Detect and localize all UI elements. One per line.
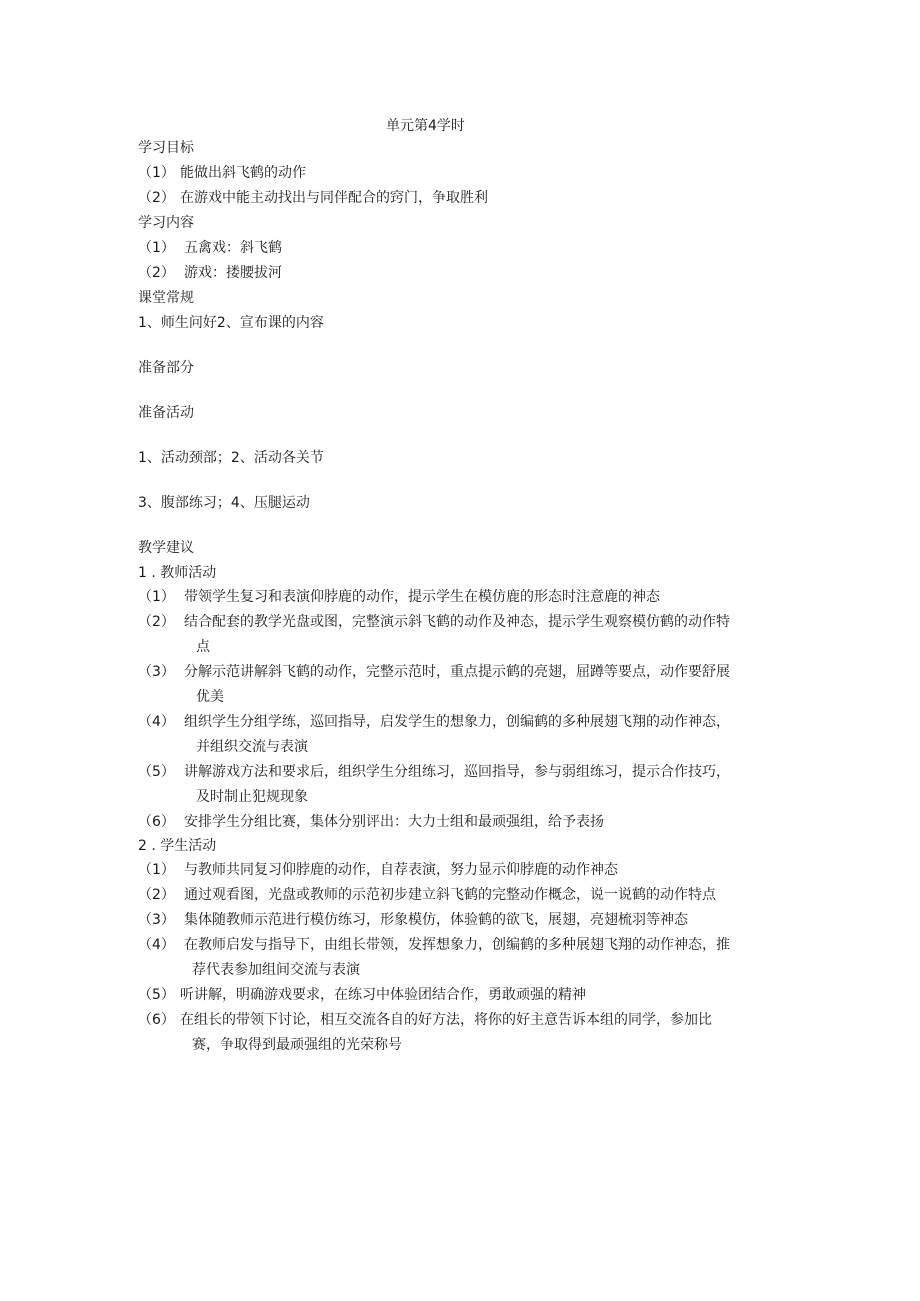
item-text: 能做出斜飞鹤的动作 — [180, 165, 306, 181]
preparation-activity-heading: 准备活动 — [138, 405, 194, 421]
item-text: 结合配套的教学光盘或图，完整演示斜飞鹤的动作及神态，提示学生观察模仿鹤的动作特 — [184, 614, 730, 630]
item-text: 带领学生复习和表演仰脖鹿的动作，提示学生在模仿鹿的形态时注意鹿的神态 — [184, 589, 660, 605]
class-routine-heading: 课堂常规 — [138, 290, 194, 306]
item-number: （1） — [138, 589, 175, 605]
class-routine-text: 1、师生问好2、宣布课的内容 — [138, 315, 324, 331]
list-item — [138, 986, 586, 1004]
item-text: 在组长的带领下讨论，相互交流各自的好方法，将你的好主意告诉本组的同学，参加比 — [180, 1012, 712, 1028]
page-title: 单元第4学时 — [386, 118, 465, 134]
preparation-line: 1、活动颈部；2、活动各关节 — [138, 450, 324, 466]
list-item — [138, 189, 488, 207]
item-continuation: 优美 — [196, 689, 224, 705]
item-text: 安排学生分组比赛，集体分别评出：大力士组和最顽强组，给予表扬 — [184, 814, 604, 830]
item-text: 五禽戏：斜飞鹤 — [184, 240, 282, 256]
item-number: （4） — [138, 714, 175, 730]
student-activity-heading: 2 . 学生活动 — [138, 838, 217, 854]
item-text: 通过观看图，光盘或教师的示范初步建立斜飞鹤的完整动作概念，说一说鹤的动作特点 — [184, 887, 716, 903]
learning-content-heading: 学习内容 — [138, 215, 194, 231]
item-number: （2） — [138, 614, 175, 630]
item-text: 讲解游戏方法和要求后，组织学生分组练习，巡回指导，参与弱组练习，提示合作技巧， — [184, 764, 730, 780]
item-text: 听讲解，明确游戏要求，在练习中体验团结合作，勇敢顽强的精神 — [180, 987, 586, 1003]
preparation-heading: 准备部分 — [138, 360, 194, 376]
list-item — [138, 164, 306, 182]
item-number: （1） — [138, 240, 175, 256]
item-number: （1） — [138, 862, 175, 878]
list-item — [138, 886, 716, 904]
item-continuation: 赛，争取得到最顽强组的光荣称号 — [192, 1037, 402, 1053]
item-number: （5） — [138, 987, 175, 1003]
item-text: 与教师共同复习仰脖鹿的动作，自荐表演，努力显示仰脖鹿的动作神态 — [184, 862, 618, 878]
list-item — [138, 663, 730, 681]
item-number: （5） — [138, 764, 175, 780]
list-item — [138, 588, 660, 606]
item-number: （2） — [138, 265, 175, 281]
item-continuation: 及时制止犯规现象 — [196, 789, 308, 805]
item-number: （3） — [138, 664, 175, 680]
list-item — [138, 911, 688, 929]
list-item — [138, 1011, 712, 1029]
item-text: 游戏：搂腰拔河 — [184, 265, 282, 281]
teaching-suggestions-heading: 教学建议 — [138, 540, 194, 556]
item-text: 分解示范讲解斜飞鹤的动作，完整示范时，重点提示鹤的亮翅，屈蹲等要点，动作要舒展 — [184, 664, 730, 680]
item-text: 在游戏中能主动找出与同伴配合的窍门，争取胜利 — [180, 190, 488, 206]
teacher-activity-heading: 1 . 教师活动 — [138, 565, 217, 581]
preparation-line: 3、腹部练习；4、压腿运动 — [138, 495, 310, 511]
item-continuation: 点 — [196, 639, 210, 655]
learning-goals-heading: 学习目标 — [138, 140, 194, 156]
item-text: 组织学生分组学练，巡回指导，启发学生的想象力，创编鹤的多种展翅飞翔的动作神态， — [184, 714, 730, 730]
item-number: （2） — [138, 887, 175, 903]
list-item — [138, 861, 618, 879]
item-text: 在教师启发与指导下，由组长带领，发挥想象力，创编鹤的多种展翅飞翔的动作神态，推 — [184, 937, 730, 953]
list-item — [138, 713, 730, 731]
list-item — [138, 239, 282, 257]
item-continuation: 并组织交流与表演 — [196, 739, 308, 755]
item-number: （2） — [138, 190, 175, 206]
item-number: （3） — [138, 912, 175, 928]
list-item — [138, 936, 730, 954]
list-item — [138, 813, 604, 831]
list-item — [138, 264, 282, 282]
item-number: （1） — [138, 165, 175, 181]
item-text: 集体随教师示范进行模仿练习，形象模仿，体验鹤的欲飞，展翅，亮翅梳羽等神态 — [184, 912, 688, 928]
item-continuation: 荐代表参加组间交流与表演 — [192, 962, 360, 978]
item-number: （4） — [138, 937, 175, 953]
item-number: （6） — [138, 1012, 175, 1028]
item-number: （6） — [138, 814, 175, 830]
list-item — [138, 763, 730, 781]
list-item — [138, 613, 730, 631]
